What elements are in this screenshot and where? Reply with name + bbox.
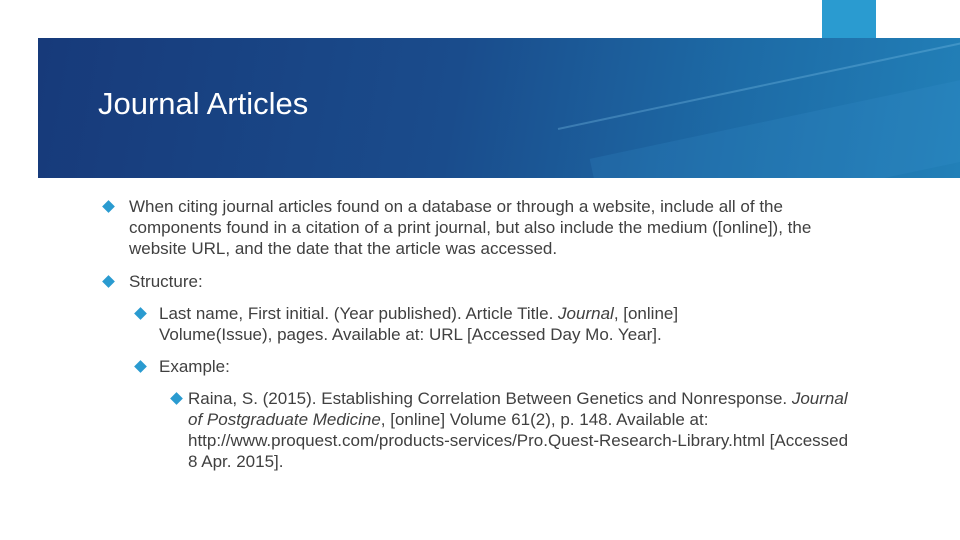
diamond-bullet-icon bbox=[170, 392, 183, 405]
diamond-bullet-icon bbox=[134, 307, 147, 320]
bullet-intro bbox=[104, 196, 864, 259]
structure-label: Structure: bbox=[129, 272, 203, 291]
bullet-example bbox=[136, 356, 230, 377]
diamond-bullet-icon bbox=[134, 360, 147, 373]
intro-text: When citing journal articles found on a database or through a website, include all of the components found in a citation of a print journal, but also include the medium ([online]), the website URL, and the date that the article was accessed. bbox=[129, 197, 812, 258]
decorative-stripe bbox=[590, 38, 960, 178]
example-post: , [online] Volume 61(2), p. 148. Available at: http://www.proquest.com/products-services/Pro.Quest-Research-Library.html [Accessed 8 Apr. 2015]. bbox=[188, 410, 849, 471]
structure-post: , [online] Volume(Issue), pages. Available at: URL [Accessed Day Mo. Year]. bbox=[159, 304, 679, 344]
diamond-bullet-icon bbox=[102, 200, 115, 213]
structure-journal: Journal bbox=[558, 304, 614, 323]
example-journal: Journal of Postgraduate Medicine bbox=[188, 389, 848, 429]
example-citation-text bbox=[188, 388, 852, 472]
slide-title: Journal Articles bbox=[98, 86, 309, 121]
diamond-bullet-icon bbox=[102, 275, 115, 288]
bullet-structure-format bbox=[136, 303, 796, 345]
example-label: Example: bbox=[159, 357, 230, 376]
structure-pre: Last name, First initial. (Year published). Article Title. bbox=[159, 304, 559, 323]
example-pre: Raina, S. (2015). Establishing Correlation Between Genetics and Nonresponse. bbox=[188, 389, 792, 408]
bullet-example-citation bbox=[172, 388, 852, 472]
title-band bbox=[38, 38, 960, 178]
structure-format-text bbox=[159, 303, 779, 345]
bullet-structure bbox=[104, 271, 203, 292]
